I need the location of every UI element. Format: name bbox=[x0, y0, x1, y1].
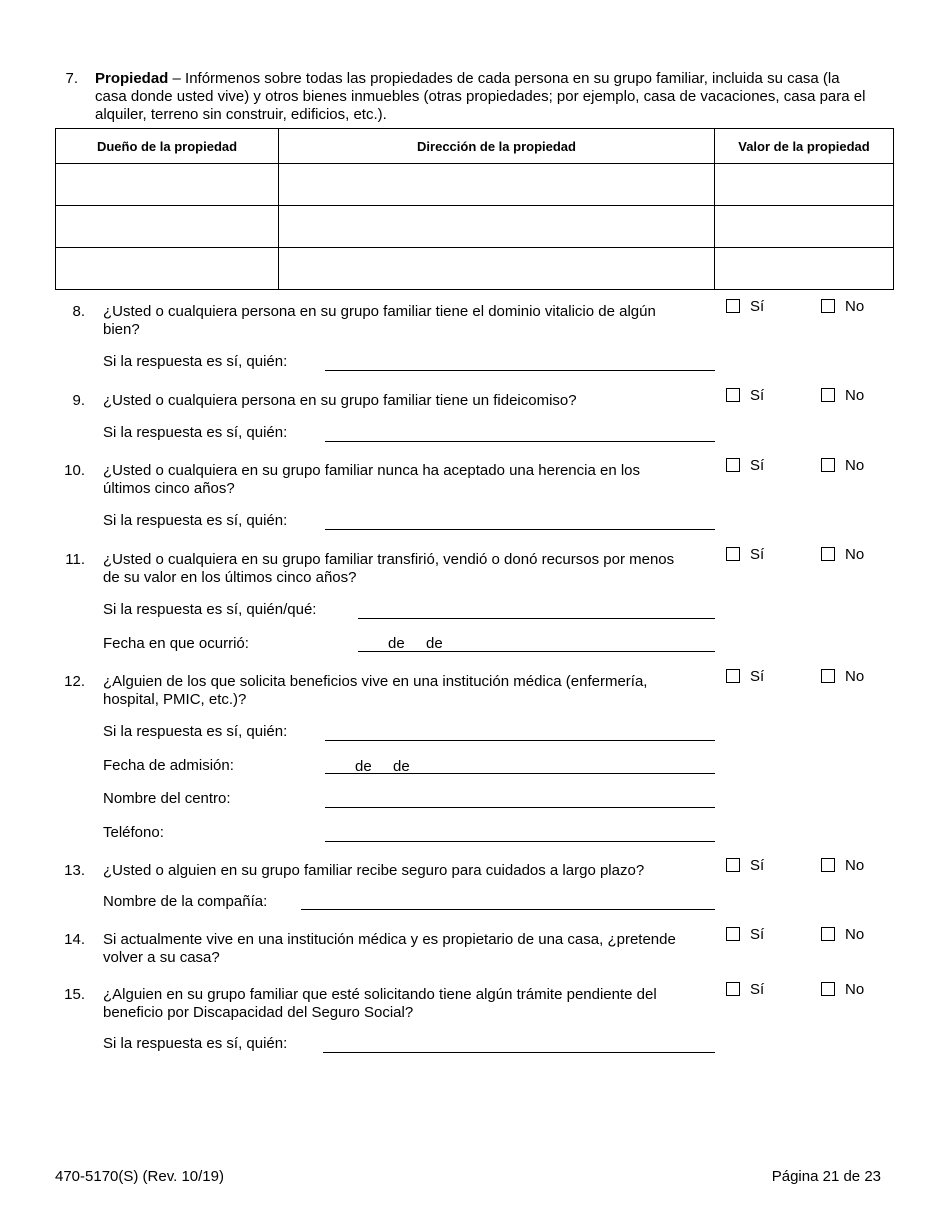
question-12-text bbox=[103, 673, 713, 709]
section7-line1: – Infórmenos sobre todas las propiedades de cada persona en su grupo familiar, incluida su casa (la bbox=[172, 70, 840, 87]
question-15-text bbox=[103, 986, 713, 1022]
question-number-13: 13. bbox=[64, 862, 85, 879]
table-row bbox=[56, 164, 894, 206]
question-14-text bbox=[103, 931, 713, 967]
section7-intro bbox=[95, 70, 915, 124]
question-number-11: 11. bbox=[65, 551, 85, 568]
q9-who-field[interactable] bbox=[325, 441, 715, 442]
q10-yes-label: Sí bbox=[750, 457, 765, 474]
q8-no-label: No bbox=[845, 298, 865, 315]
property-table bbox=[55, 128, 894, 290]
question-11-line2: de su valor en los últimos cinco años? bbox=[103, 569, 357, 586]
q9-no-checkbox[interactable] bbox=[821, 388, 835, 402]
q11-date-field[interactable] bbox=[358, 651, 715, 652]
table-row bbox=[56, 206, 894, 248]
section7-line2: casa donde usted vive) y otros bienes inmuebles (otras propiedades; por ejemplo, casa de vacaciones, casa para el bbox=[95, 88, 866, 105]
q15-no-checkbox[interactable] bbox=[821, 982, 835, 996]
q12-admission-date-field[interactable] bbox=[325, 773, 715, 774]
q14-no-label: No bbox=[845, 926, 865, 943]
question-11-line1: ¿Usted o cualquiera en su grupo familiar transfirió, vendió o donó recursos por menos bbox=[103, 551, 675, 568]
q12-admission-label: Fecha de admisión: bbox=[103, 757, 234, 774]
value-cell[interactable] bbox=[715, 164, 894, 206]
question-10-line2: últimos cinco años? bbox=[103, 480, 235, 497]
q13-company-label: Nombre de la compañía: bbox=[103, 893, 268, 910]
question-15-line2: beneficio por Discapacidad del Seguro Social? bbox=[103, 1004, 414, 1021]
q9-no-label: No bbox=[845, 387, 865, 404]
q13-no-label: No bbox=[845, 857, 865, 874]
q11-who-what-field[interactable] bbox=[358, 618, 715, 619]
q13-company-field[interactable] bbox=[301, 909, 715, 910]
q12-who-field[interactable] bbox=[325, 740, 715, 741]
question-number-10: 10. bbox=[64, 462, 85, 479]
q13-yes-label: Sí bbox=[750, 857, 765, 874]
q8-who-field[interactable] bbox=[325, 370, 715, 371]
q8-yes-checkbox[interactable] bbox=[726, 299, 740, 313]
question-15-line1: ¿Alguien en su grupo familiar que esté solicitando tiene algún trámite pendiente del bbox=[103, 986, 657, 1003]
q11-date-de-1: de bbox=[388, 635, 405, 652]
q14-no-checkbox[interactable] bbox=[821, 927, 835, 941]
header-value: Valor de la propiedad bbox=[715, 129, 894, 164]
q10-who-field[interactable] bbox=[325, 529, 715, 530]
section7-title: Propiedad bbox=[95, 70, 169, 87]
value-cell[interactable] bbox=[715, 248, 894, 290]
q12-phone-label: Teléfono: bbox=[103, 824, 164, 841]
address-cell[interactable] bbox=[279, 164, 715, 206]
q12-admission-de-1: de bbox=[355, 758, 372, 775]
q10-no-label: No bbox=[845, 457, 865, 474]
page-number: Página 21 de 23 bbox=[771, 1168, 881, 1185]
q12-center-field[interactable] bbox=[325, 807, 715, 808]
value-cell[interactable] bbox=[715, 206, 894, 248]
header-address: Dirección de la propiedad bbox=[279, 129, 715, 164]
q11-date-de-2: de bbox=[426, 635, 443, 652]
question-8-text bbox=[103, 303, 713, 339]
question-9-line1: ¿Usted o cualquiera persona en su grupo familiar tiene un fideicomiso? bbox=[103, 392, 577, 409]
question-10-text bbox=[103, 462, 713, 498]
question-8-line2: bien? bbox=[103, 321, 140, 338]
q10-yes-checkbox[interactable] bbox=[726, 458, 740, 472]
q12-phone-field[interactable] bbox=[325, 841, 715, 842]
q11-yes-checkbox[interactable] bbox=[726, 547, 740, 561]
q13-no-checkbox[interactable] bbox=[821, 858, 835, 872]
q15-who-field[interactable] bbox=[323, 1052, 715, 1053]
question-10-line1: ¿Usted o cualquiera en su grupo familiar nunca ha aceptado una herencia en los bbox=[103, 462, 641, 479]
q11-no-label: No bbox=[845, 546, 865, 563]
q11-followup-label: Si la respuesta es sí, quién/qué: bbox=[103, 601, 317, 618]
question-13-text bbox=[103, 862, 713, 880]
q13-yes-checkbox[interactable] bbox=[726, 858, 740, 872]
owner-cell[interactable] bbox=[56, 164, 279, 206]
address-cell[interactable] bbox=[279, 248, 715, 290]
q14-yes-checkbox[interactable] bbox=[726, 927, 740, 941]
q12-no-checkbox[interactable] bbox=[821, 669, 835, 683]
q12-yes-checkbox[interactable] bbox=[726, 669, 740, 683]
form-id: 470-5170(S) (Rev. 10/19) bbox=[55, 1168, 224, 1185]
address-cell[interactable] bbox=[279, 206, 715, 248]
q9-yes-checkbox[interactable] bbox=[726, 388, 740, 402]
q15-yes-checkbox[interactable] bbox=[726, 982, 740, 996]
q8-followup-label: Si la respuesta es sí, quién: bbox=[103, 353, 288, 370]
question-number-14: 14. bbox=[64, 931, 85, 948]
question-number-12: 12. bbox=[64, 673, 85, 690]
question-9-text bbox=[103, 392, 713, 410]
question-14-line2: volver a su casa? bbox=[103, 949, 220, 966]
q10-no-checkbox[interactable] bbox=[821, 458, 835, 472]
q12-admission-de-2: de bbox=[393, 758, 410, 775]
q12-no-label: No bbox=[845, 668, 865, 685]
q14-yes-label: Sí bbox=[750, 926, 765, 943]
header-owner: Dueño de la propiedad bbox=[56, 129, 279, 164]
q9-followup-label: Si la respuesta es sí, quién: bbox=[103, 424, 288, 441]
question-number-8: 8. bbox=[72, 303, 85, 320]
q9-yes-label: Sí bbox=[750, 387, 765, 404]
question-13-line1: ¿Usted o alguien en su grupo familiar recibe seguro para cuidados a largo plazo? bbox=[103, 862, 645, 879]
question-14-line1: Si actualmente vive en una institución médica y es propietario de una casa, ¿pretende bbox=[103, 931, 676, 948]
table-row bbox=[56, 248, 894, 290]
question-12-line1: ¿Alguien de los que solicita beneficios vive en una institución médica (enfermería, bbox=[103, 673, 648, 690]
q15-yes-label: Sí bbox=[750, 981, 765, 998]
q15-no-label: No bbox=[845, 981, 865, 998]
q8-yes-label: Sí bbox=[750, 298, 765, 315]
owner-cell[interactable] bbox=[56, 248, 279, 290]
q10-followup-label: Si la respuesta es sí, quién: bbox=[103, 512, 288, 529]
question-number-9: 9. bbox=[72, 392, 85, 409]
question-8-line1: ¿Usted o cualquiera persona en su grupo familiar tiene el dominio vitalicio de algún bbox=[103, 303, 656, 320]
section7-line3: alquiler, terreno sin construir, edificios, etc.). bbox=[95, 106, 387, 123]
property-table-header bbox=[56, 129, 894, 164]
question-12-line2: hospital, PMIC, etc.)? bbox=[103, 691, 247, 708]
question-number-15: 15. bbox=[64, 986, 85, 1003]
question-11-text bbox=[103, 551, 713, 587]
q8-no-checkbox[interactable] bbox=[821, 299, 835, 313]
q11-date-label: Fecha en que ocurrió: bbox=[103, 635, 249, 652]
q12-center-label: Nombre del centro: bbox=[103, 790, 231, 807]
q12-followup-label: Si la respuesta es sí, quién: bbox=[103, 723, 288, 740]
q15-followup-label: Si la respuesta es sí, quién: bbox=[103, 1035, 288, 1052]
owner-cell[interactable] bbox=[56, 206, 279, 248]
q12-yes-label: Sí bbox=[750, 668, 765, 685]
q11-yes-label: Sí bbox=[750, 546, 765, 563]
question-number-7: 7. bbox=[65, 70, 78, 87]
q11-no-checkbox[interactable] bbox=[821, 547, 835, 561]
